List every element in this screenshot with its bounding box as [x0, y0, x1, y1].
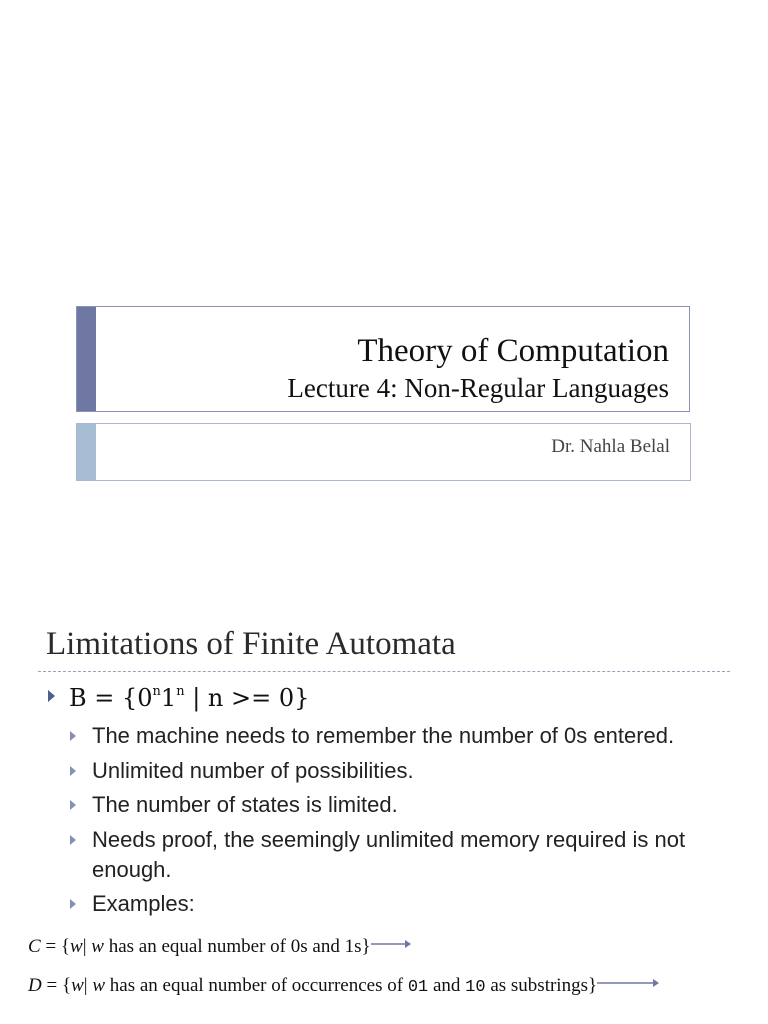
lecture-subtitle: Lecture 4: Non-Regular Languages [287, 373, 669, 403]
c-w: w [70, 936, 83, 957]
sub-bullet-arrow-icon [70, 835, 76, 845]
main-bullet [48, 684, 309, 713]
title-box [76, 306, 690, 412]
sub-bullet-arrow-icon [70, 899, 76, 909]
c-text: has an equal number of 0s and 1s} [103, 936, 371, 957]
example-d-formula [28, 975, 659, 997]
bullet-arrow-icon [48, 690, 55, 702]
sub-bullet-text: Examples: [92, 891, 195, 916]
sub-bullet-arrow-icon [70, 731, 76, 741]
d-text-1: has an equal number of occurrences of [105, 975, 408, 996]
d-w: w [71, 975, 84, 996]
sub-bullet-text: Needs proof, the seemingly unlimited memory required is not enough. [92, 827, 686, 882]
d-code-10: 10 [465, 978, 486, 997]
d-code-01: 01 [407, 978, 429, 997]
presentation-title: Theory of Computation [357, 333, 669, 369]
example-c-formula [28, 936, 411, 958]
language-b-definition [69, 684, 309, 712]
d-w2: w [92, 975, 106, 996]
title-accent-bar [77, 307, 96, 411]
lang-b-prefix: B = {0 [69, 684, 153, 712]
sub-bullet [70, 721, 720, 751]
c-variable: C [28, 936, 41, 957]
author-accent-bar [77, 424, 96, 480]
arrow-right-icon [597, 978, 659, 988]
sub-bullet-text: The number of states is limited. [92, 792, 398, 817]
author-name: Dr. Nahla Belal [551, 436, 670, 457]
author-box [76, 423, 691, 481]
lang-b-mid: 1 [160, 684, 177, 712]
sub-bullet [70, 825, 720, 885]
c-bar: | [82, 936, 92, 957]
sub-bullet [70, 756, 720, 786]
sub-bullet-text: The machine needs to remember the number of 0s entered. [92, 723, 675, 748]
d-text-3: as substrings} [485, 975, 598, 996]
sub-bullet-text: Unlimited number of possibilities. [92, 758, 414, 783]
sub-bullet-arrow-icon [70, 766, 76, 776]
sub-bullet [70, 889, 720, 919]
slide-title: Limitations of Finite Automata [46, 626, 456, 662]
title-divider [38, 671, 730, 672]
sub-bullet [70, 790, 720, 820]
sub-bullet-arrow-icon [70, 800, 76, 810]
d-bar: | [83, 975, 93, 996]
lang-b-sup2: n [176, 684, 185, 699]
d-equals: = { [41, 975, 72, 996]
arrow-right-icon [371, 939, 411, 949]
lang-b-suffix: | n >= 0} [184, 684, 310, 712]
d-variable: D [28, 975, 42, 996]
lang-b-sup1: n [152, 684, 161, 699]
d-text-2: and [428, 975, 466, 996]
c-equals: = { [40, 936, 71, 957]
c-w2: w [91, 936, 104, 957]
